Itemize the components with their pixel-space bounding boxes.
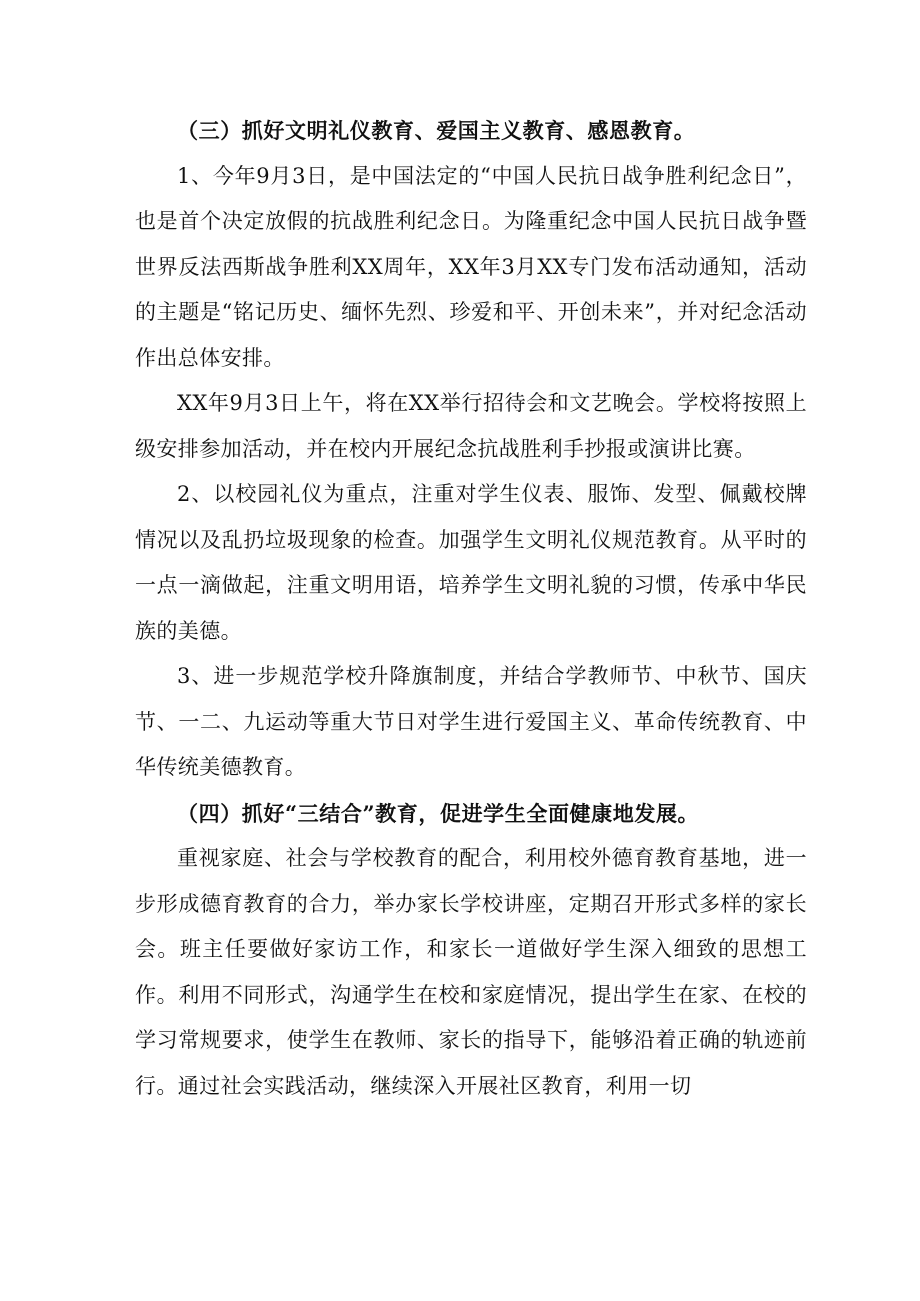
paragraph-3: 2、以校园礼仪为重点，注重对学生仪表、服饰、发型、佩戴校牌情况以及乱扔垃圾现象的检查。加强学生文明礼仪规范教育。从平时的一点一滴做起，注重文明用语，培养学生文明礼貌的习惯，传承中华民族的美德。 (135, 482, 807, 643)
paragraph-2: XX年9月3日上午，将在XX举行招待会和文艺晚会。学校将按照上级安排参加活动，并在校内开展纪念抗战胜利手抄报或演讲比赛。 (135, 391, 807, 461)
section-heading-3: （三）抓好文明礼仪教育、爱国主义教育、感恩教育。 (177, 118, 696, 143)
paragraph-4: 3、进一步规范学校升降旗制度，并结合学教师节、中秋节、国庆节、一二、九运动等重大节日对学生进行爱国主义、革命传统教育、中华传统美德教育。 (135, 664, 807, 779)
section-heading-4: （四）抓好“三结合”教育，促进学生全面健康地发展。 (177, 800, 700, 826)
paragraph-5: 重视家庭、社会与学校教育的配合，利用校外德育教育基地，进一步形成德育教育的合力，举办家长学校讲座，定期召开形式多样的家长会。班主任要做好家访工作，和家长一道做好学生深入细致的思想工作。利用不同形式，沟通学生在校和家庭情况，提出学生在家、在校的学习常规要求，使学生在教师、家长的指导下，能够沿着正确的轨迹前行。通过社会实践活动，继续深入开展社区教育，利用一切 (135, 846, 807, 1098)
paragraph-1: 1、今年9月3日，是中国法定的“中国人民抗日战争胜利纪念日”，也是首个决定放假的抗战胜利纪念日。为隆重纪念中国人民抗日战争暨世界反法西斯战争胜利XX周年，XX年3月XX专门发布活动通知，活动的主题是“铭记历史、缅怀先烈、珍爱和平、开创未来”，并对纪念活动作出总体安排。 (135, 163, 807, 370)
document-body (135, 108, 807, 1109)
